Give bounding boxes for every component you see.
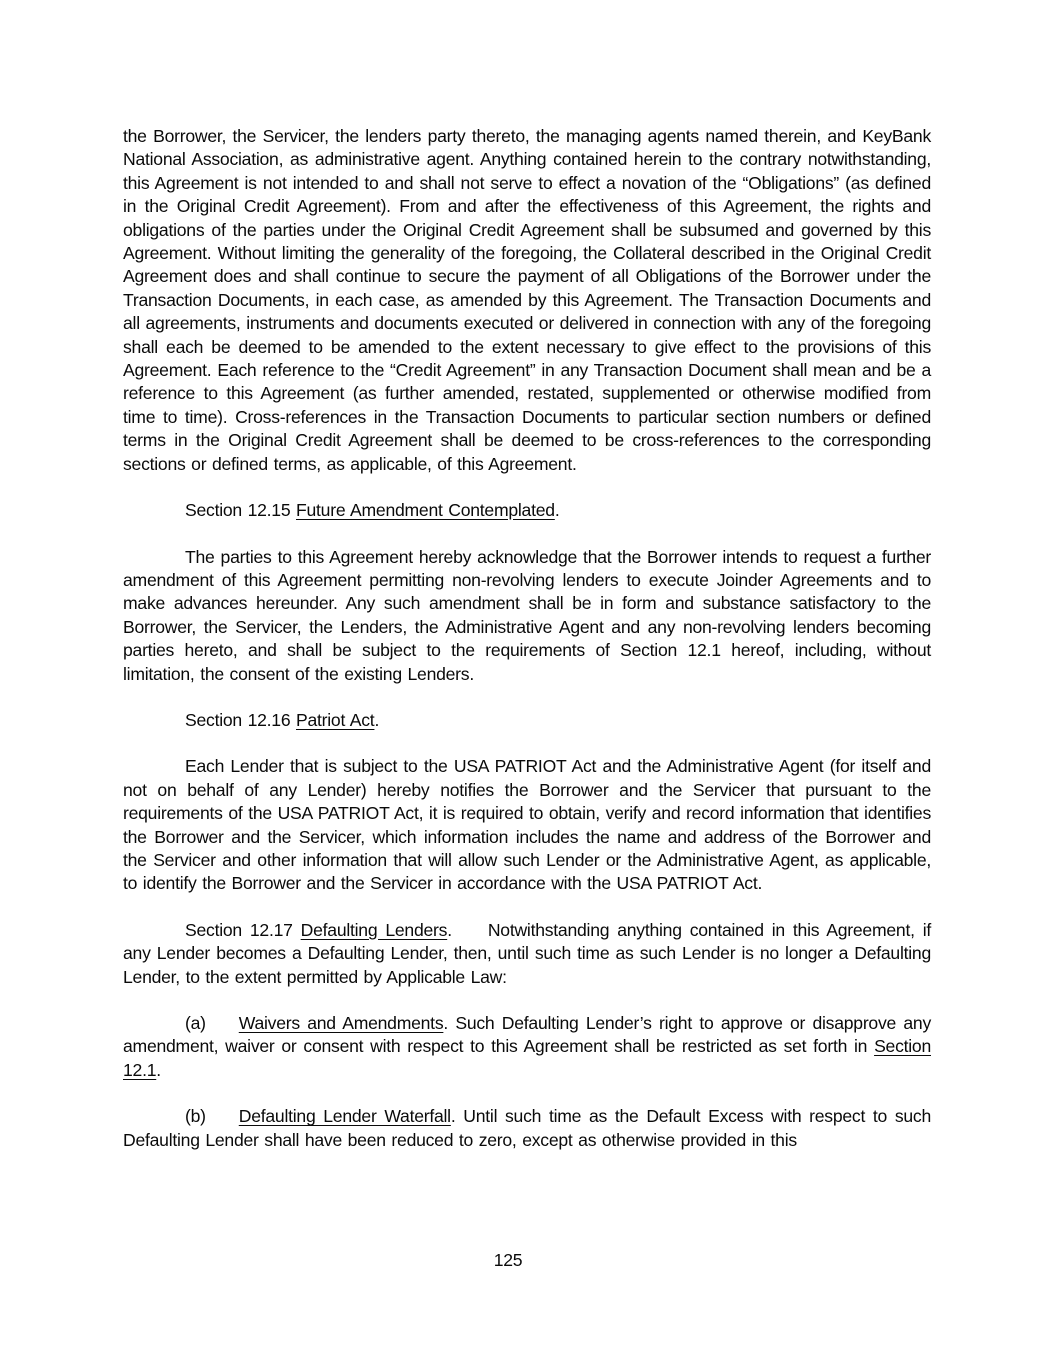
heading-section-12-15	[123, 499, 931, 522]
text-run: (b)	[185, 1106, 206, 1127]
text-run: Section 12.17	[185, 919, 301, 940]
text-run: .	[554, 500, 560, 521]
text-run: Each Lender that is subject to the USA PATRIOT Act and the Administrative Agent (for itself and not on behalf of any Lender) hereby notifies the Borrower and the Servicer that pursuant to the requirements of the USA PATRIOT Act, it is required to obtain, verify and record information that identifies the Borrower and the Servicer, which information includes the name and address of the Borrower and the Servicer and other information that will allow such Lender or the Administrative Agent, as applicable, to identify the Borrower and the Servicer in accordance with the USA PATRIOT Act.	[123, 756, 931, 894]
text-run: . Such Defaulting Lender’s right to approve or disapprove any amendment, waiver or consent with respect to this Agreement shall be restricted as set forth in	[123, 1013, 932, 1057]
text-run: Section 12.15	[185, 500, 296, 521]
text-run: Notwithstanding anything contained in this Agreement, if any Lender becomes a Defaulting Lender, then, until such time as such Lender is no longer a Defaulting Lender, to the extent permitted by Applicable Law:	[123, 919, 931, 987]
paragraph-12-17	[123, 919, 931, 989]
text-run: .	[156, 1059, 161, 1080]
text-run: The parties to this Agreement hereby acknowledge that the Borrower intends to request a further amendment of this Agreement permitting non-revolving lenders to execute Joinder Agreements and to make advances hereunder. Any such amendment shall be in form and substance satisfactory to the Borrower, the Servicer, the Lenders, the Administrative Agent and any non-revolving lenders becoming parties hereto, and shall be subject to the requirements of Section 12.1 hereof, including, without limitation, the consent of the existing Lenders.	[123, 546, 931, 684]
paragraph-continuation	[123, 125, 931, 476]
paragraph-12-16-body	[123, 755, 931, 895]
underlined-text: Patriot Act	[296, 709, 375, 730]
tab-space	[206, 1028, 239, 1029]
paragraph-12-17-b	[123, 1105, 931, 1152]
heading-section-12-16	[123, 709, 931, 732]
text-run: the Borrower, the Servicer, the lenders party thereto, the managing agents named therein, and KeyBank National Association, as administrative agent. Anything contained herein to the contrary notwithstanding, this Agreement is not intended to and shall not serve to effect a novation of the “Obligations” (as defined in the Original Credit Agreement). From and after the effectiveness of this Agreement, the rights and obligations of the parties under the Original Credit Agreement shall be subsumed and governed by this Agreement. Without limiting the generality of the foregoing, the Collateral described in the Original Credit Agreement does and shall continue to secure the payment of all Obligations of the Borrower under the Transaction Documents, in each case, as amended by this Agreement. The Transaction Documents and all agreements, instruments and documents executed or delivered in connection with any of the foregoing shall each be deemed to be amended to the extent necessary to give effect to the provisions of this Agreement. Each reference to the “Credit Agreement” in any Transaction Document shall mean and be a reference to this Agreement (as further amended, restated, supplemented or otherwise modified from time to time). Cross-references in the Transaction Documents to particular section numbers or defined terms in the Original Credit Agreement shall be deemed to be cross-references to the corresponding sections or defined terms, as applicable, of this Agreement.	[123, 126, 931, 474]
text-run: (a)	[185, 1013, 206, 1033]
underlined-text: Defaulting Lenders	[300, 919, 448, 940]
text-run: Section 12.16	[185, 709, 296, 730]
paragraph-12-17-a	[123, 1012, 931, 1082]
tab-space	[452, 935, 488, 936]
underlined-text: Future Amendment Contemplated	[296, 500, 555, 521]
page-number: 125	[493, 1250, 523, 1270]
underlined-text: Waivers and Amendments	[238, 1013, 444, 1033]
underlined-text: Section 12.1	[123, 1036, 931, 1080]
paragraph-12-15-body	[123, 546, 931, 686]
text-run: .	[374, 709, 380, 730]
text-run: . Until such time as the Default Excess with respect to such Defaulting Lender shall have been reduced to zero, except as otherwise provided in this	[123, 1106, 931, 1150]
document-body	[123, 125, 931, 1175]
underlined-text: Defaulting Lender Waterfall	[238, 1106, 451, 1127]
text-run: .	[447, 919, 452, 940]
tab-space	[206, 1121, 239, 1122]
